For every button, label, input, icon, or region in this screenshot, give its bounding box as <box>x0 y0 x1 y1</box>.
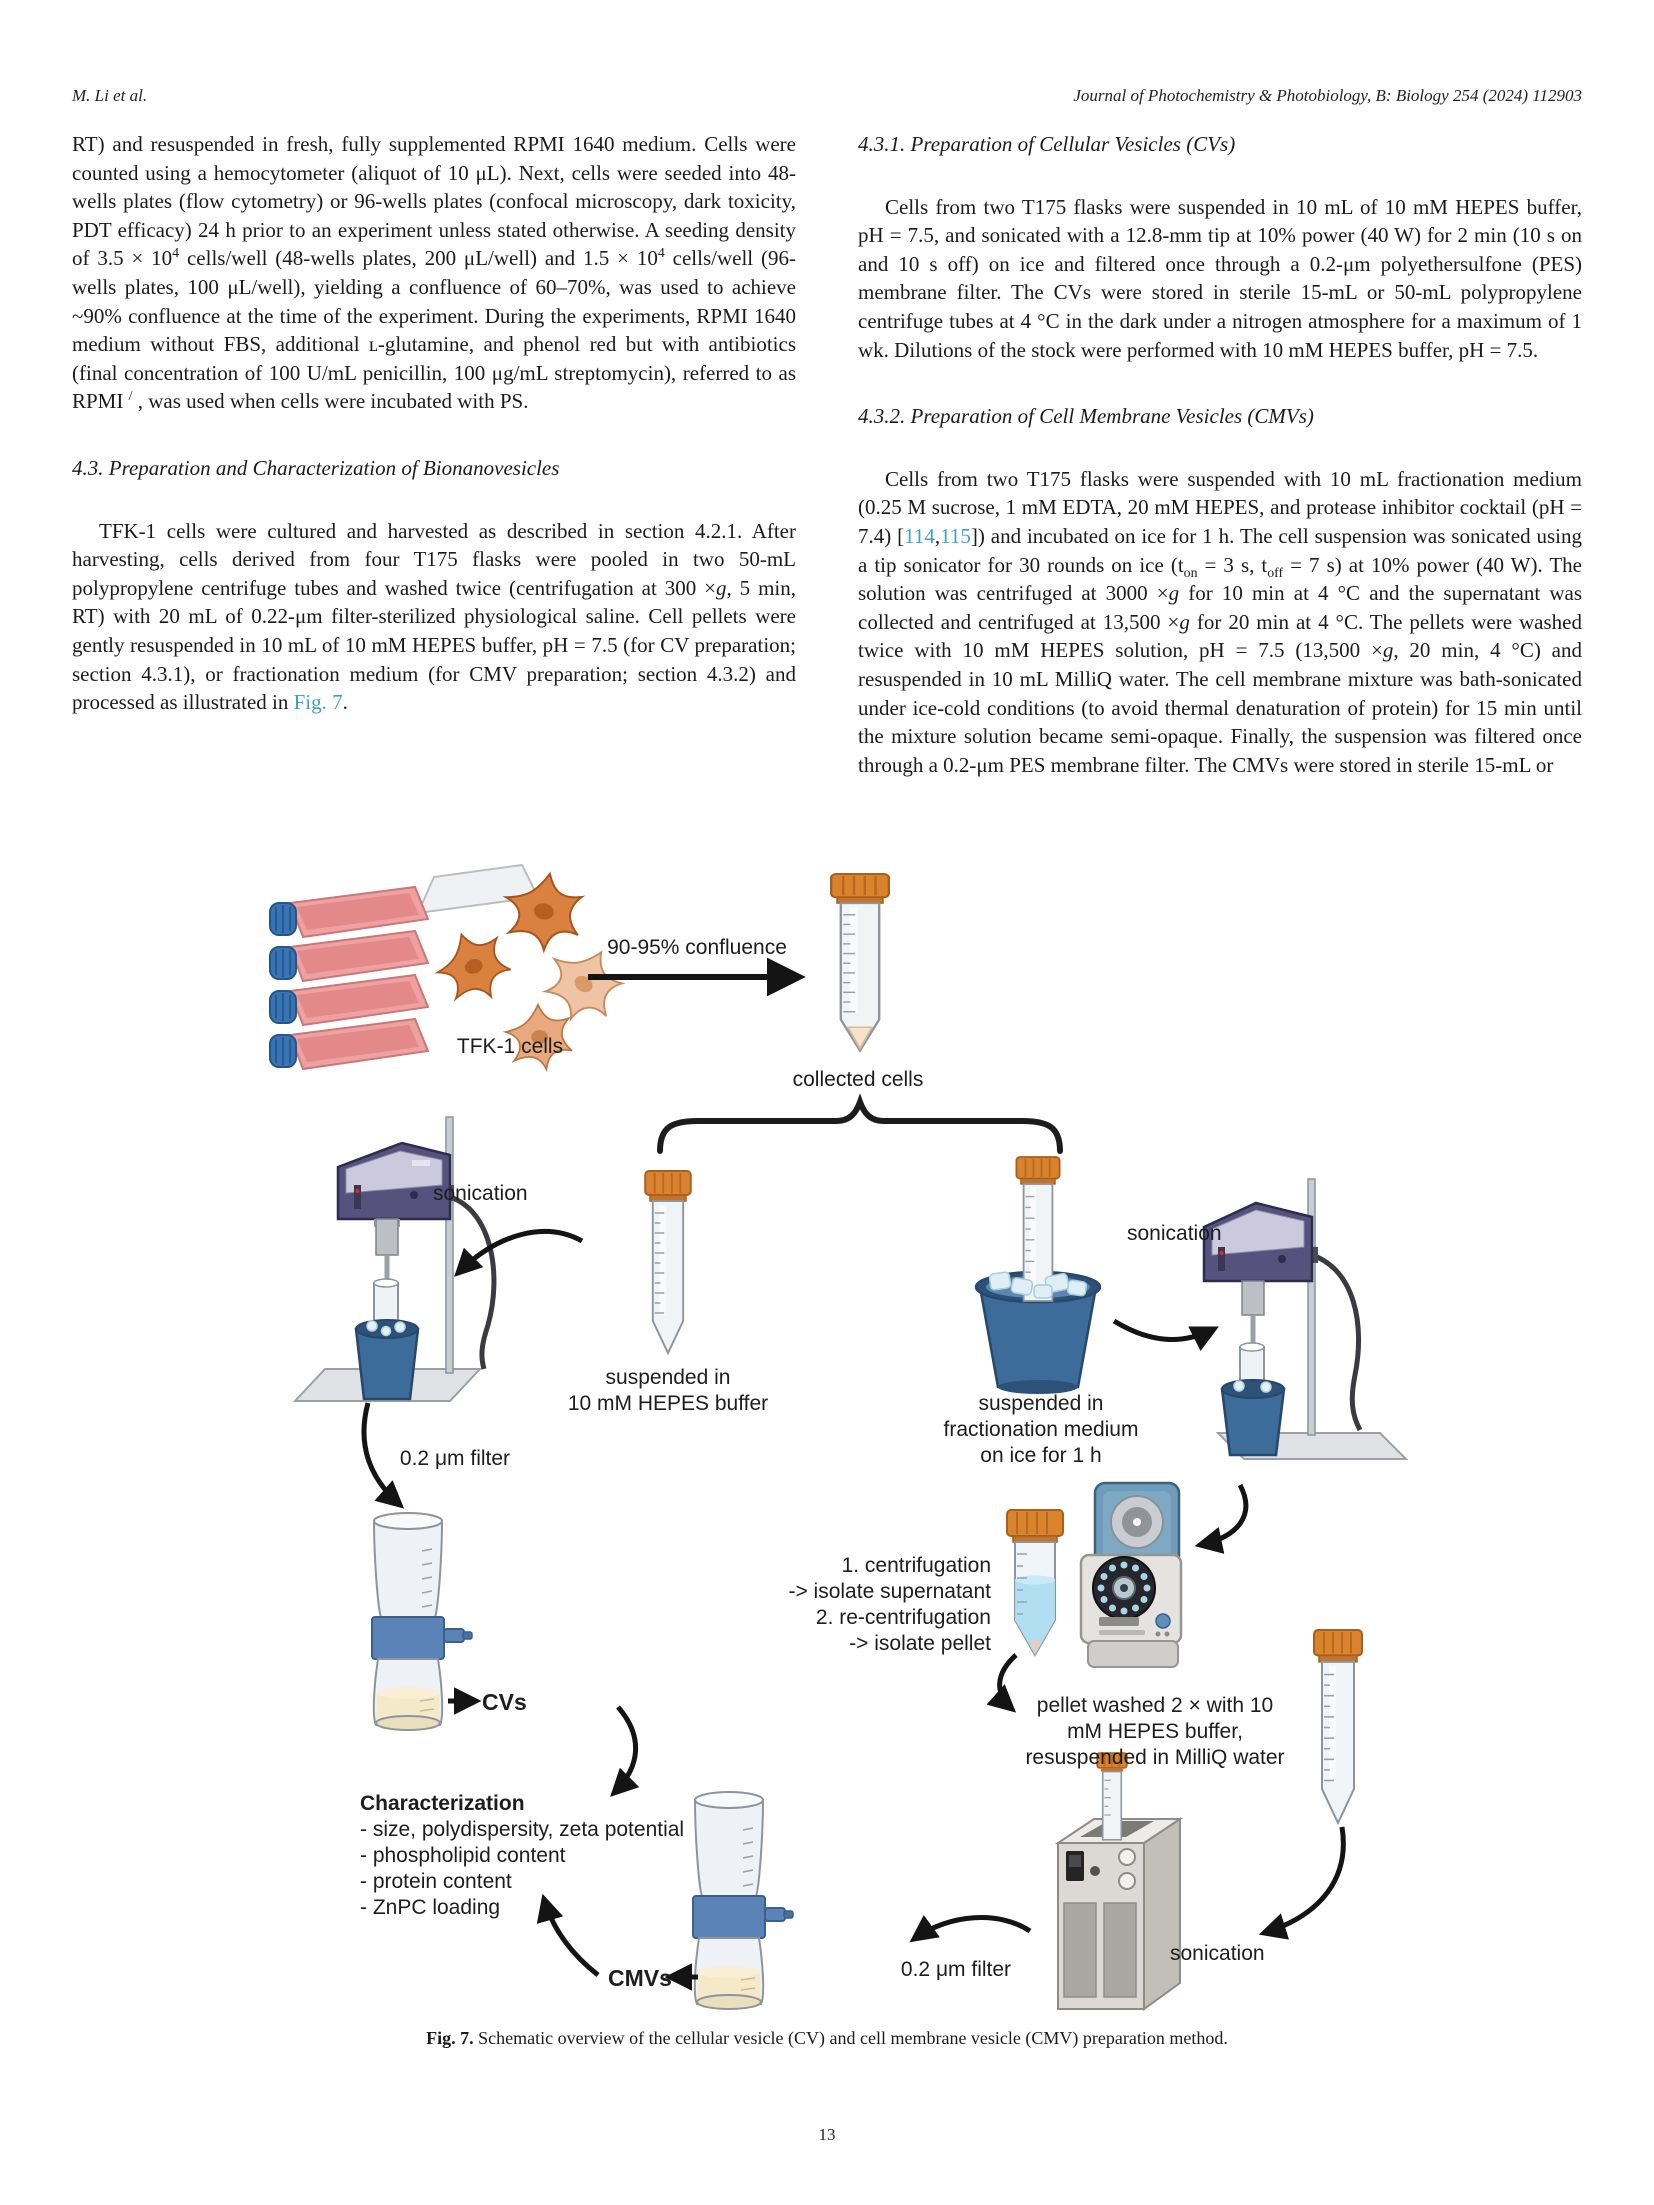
figure-artwork <box>150 855 1500 2020</box>
section-heading-4-3-1: 4.3.1. Preparation of Cellular Vesicles (CVs) <box>858 132 1236 156</box>
paragraph: Cells from two T175 flasks were suspended with 10 mL fractionation medium (0.25 M sucrose, 1 mM EDTA, 20 mM HEPES, and protease inhibitor cocktail (pH = 7.4) [114,115]) and incubated on ice for 1 h. The cell suspension was sonicated using a tip sonicator for 30 rounds on ice ($t_{on} = 3$ s, $t_{off} = 7$ s) at 10% power (40 W). The solution was centrifuged at 3000 ×g for 10 min at 4 °C and the supernatant was collected and centrifuged at 13,500 ×g for 20 min at 4 °C. The pellets were washed twice with 10 mM HEPES solution, pH = 7.5 (13,500 ×g, 20 min, 4 °C) and resuspended in 10 mL MilliQ water. The cell membrane mixture was bath-sonicated under ice-cold conditions (to avoid thermal denaturation of protein) for 15 min until the mixture solution became semi-opaque. Finally, the suspension was filtered once through a 0.2-μm PES membrane filter. The CMVs were stored in sterile 15-mL or <box>858 466 1583 777</box>
paragraph: TFK-1 cells were cultured and harvested as described in section 4.2.1. After harvesting, cells derived from four T175 flasks were pooled in two 50-mL polypropylene centrifuge tubes and washed twice (centrifugation at 300 ×g, 5 min, RT) with 20 mL of 0.22-μm filter-sterilized physiological saline. Cell pellets were gently resuspended in 10 mL of 10 mM HEPES buffer, pH = 7.5 (for CV preparation; section 4.3.1), or fractionation medium (for CMV preparation; section 4.3.2) and processed as illustrated in Fig. 7. <box>72 518 796 715</box>
page-number: 13 <box>818 2125 836 2144</box>
label-sonication-left: sonication <box>433 1182 528 1205</box>
figure-7 <box>150 855 1500 2020</box>
left-column <box>72 130 796 717</box>
vacuum-filter-cv-icon <box>372 1513 472 1730</box>
paragraph: RT) and resuspended in fresh, fully supplemented RPMI 1640 medium. Cells were counted using a hemocytometer (aliquot of 10 μL). Next, cells were seeded into 48-wells plates (flow cytometry) or 96-wells plates (confocal microscopy, dark toxicity, PDT efficacy) 24 h prior to an experiment unless stated otherwise. A seeding density of $3.5 \times 10^4$ cells/well (48-wells plates, 200 μL/well) and $1.5 \times 10^4$ cells/well (96-wells plates, 100 μL/well), yielding a confluence of 60–70%, was used to achieve ~90% confluence at the time of the experiment. During the experiments, RPMI 1640 medium without FBS, additional ʟ-glutamine, and phenol red but with antibiotics (final concentration of 100 U/mL penicillin, 100 μg/mL streptomycin), referred to as RPMI / , was used when cells were incubated with PS. <box>72 132 796 414</box>
label-sonication-right: sonication <box>1127 1222 1222 1245</box>
tip-sonicator-left-icon <box>295 1117 494 1401</box>
label-tfk1-cells: TFK-1 cells <box>456 1035 564 1058</box>
bath-sonicator-icon <box>1058 1753 1180 2009</box>
section-heading-4-3: 4.3. Preparation and Characterization of Bionanovesicles <box>72 455 560 480</box>
vacuum-filter-cmv-icon <box>693 1792 793 2009</box>
header-authors: M. Li et al. <box>72 86 148 105</box>
milliq-tube-icon <box>1314 1630 1362 1823</box>
section-heading-4-3-2: 4.3.2. Preparation of Cell Membrane Vesicles (CMVs) <box>858 404 1314 429</box>
inline-link[interactable]: Fig. 7 <box>293 690 343 715</box>
label-sonication-bath: sonication <box>1170 1942 1265 1965</box>
label-collected-cells: collected cells <box>792 1068 924 1091</box>
label-characterization: Characterization - size, polydispersity, zeta potential - phospholipid content - protein content - ZnPC loading <box>360 1792 685 1919</box>
tip-sonicator-right-icon <box>1204 1179 1406 1459</box>
label-cmvs: CMVs <box>608 1965 672 1991</box>
label-confluence: 90-95% confluence <box>607 936 787 959</box>
figure-caption: Fig. 7. Schematic overview of the cellular vesicle (CV) and cell membrane vesicle (CMV) preparation method. <box>426 2028 1228 2048</box>
label-cvs: CVs <box>482 1689 527 1715</box>
paragraph: Cells from two T175 flasks were suspended in 10 mL of 10 mM HEPES buffer, pH = 7.5, and sonicated with a 12.8-mm tip at 10% power (40 W) for 2 min (10 s on and 10 s off) on ice and filtered once through a 0.2-μm polyethersulfone (PES) membrane filter. The CVs were stored in sterile 15-mL or 50-mL polypropylene centrifuge tubes at 4 °C in the dark under a nitrogen atmosphere for a maximum of 1 wk. Dilutions of the stock were performed with 10 mM HEPES buffer, pH = 7.5. <box>858 194 1582 362</box>
ice-bucket-icon <box>976 1157 1100 1394</box>
collected-cells-tube-icon <box>831 874 889 1051</box>
label-suspended-fractionation: suspended in fractionation medium on ice for 1 h <box>943 1392 1139 1467</box>
centrifuge-icon <box>1081 1483 1181 1667</box>
right-column <box>858 130 1582 779</box>
inline-link[interactable]: 114 <box>904 523 935 548</box>
inline-link[interactable]: 115 <box>940 523 971 548</box>
label-centrifugation-steps: 1. centrifugation -> isolate supernatant 2. re-centrifugation -> isolate pellet <box>788 1554 991 1655</box>
supernatant-tube-icon <box>1007 1510 1063 1655</box>
label-filter-cv: 0.2 μm filter <box>399 1447 511 1470</box>
label-suspended-hepes: suspended in 10 mM HEPES buffer <box>567 1366 769 1415</box>
split-brace <box>660 1102 1060 1151</box>
label-pellet-wash: pellet washed 2 × with 10 mM HEPES buffer, resuspended in MilliQ water <box>1025 1694 1285 1769</box>
header-journal: Journal of Photochemistry & Photobiology, B: Biology 254 (2024) 112903 <box>1073 86 1582 105</box>
hepes-tube-icon <box>645 1171 691 1353</box>
label-filter-cmv: 0.2 μm filter <box>900 1958 1012 1981</box>
